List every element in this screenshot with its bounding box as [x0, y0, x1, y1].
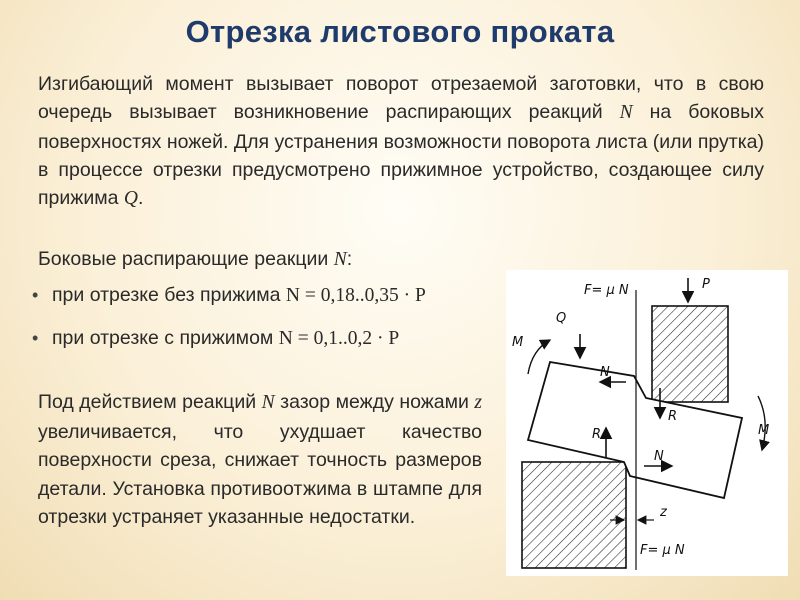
intro-paragraph — [38, 70, 764, 213]
conclusion-symbol-n: N — [261, 392, 275, 413]
bullet-text: при отрезке без прижима — [52, 284, 286, 306]
subhead-symbol-n: N — [333, 249, 347, 270]
label-q: Q — [556, 311, 567, 326]
conclusion-paragraph — [38, 388, 482, 532]
subhead-colon: : — [346, 248, 353, 270]
label-n-upper: N — [600, 365, 610, 380]
intro-end: . — [138, 187, 144, 210]
upper-knife — [652, 306, 728, 402]
conclusion-text-1: Под действием реакций — [38, 391, 262, 413]
label-r-left: R — [592, 427, 602, 442]
reaction-bullet-list — [30, 282, 500, 368]
label-m-right: M — [758, 423, 770, 438]
moment-left-arc — [528, 340, 550, 374]
shearing-diagram-svg — [506, 270, 788, 576]
lower-knife — [522, 462, 626, 568]
bullet-formula: N = 0,1..0,2 · P — [278, 328, 400, 349]
bullet-formula: N = 0,18..0,35 · P — [285, 285, 426, 306]
conclusion-text-2: зазор между ножами — [274, 391, 475, 413]
intro-text-1: Изгибающий момент вызывает поворот отрезаемой заготовки, что в свою очередь вызывает возникновение распирающих реакций — [38, 73, 764, 124]
label-r-right: R — [668, 409, 678, 424]
intro-symbol-q: Q — [123, 188, 138, 210]
label-m-left: M — [512, 335, 524, 350]
intro-text-2: на боковых поверхностях ножей. Для устранения возможности поворота листа (или прутка) в процессе отрезки предусмотрено прижимное устройство, создающее силу прижима — [38, 101, 764, 210]
bullet-text: при отрезке с прижимом — [52, 327, 279, 349]
label-n-lower: N — [654, 449, 664, 464]
label-friction-bottom: F= μ N — [640, 543, 685, 558]
bullet-without-clamp — [30, 282, 500, 309]
label-z: z — [660, 505, 667, 520]
label-p: P — [702, 277, 710, 292]
subhead-text: Боковые распирающие реакции — [38, 248, 334, 270]
conclusion-text-3: увеличивается, что ухудшает качество поверхности среза, снижает точность размеров детали. Установка противоотжима в штампе для отрезки устраняет указанные недостатки. — [38, 420, 482, 528]
slide-title: Отрезка листового проката — [185, 14, 615, 49]
shearing-diagram — [506, 270, 788, 576]
conclusion-symbol-z: z — [474, 392, 482, 413]
label-friction-top: F= μ N — [584, 283, 629, 298]
reactions-subheading — [38, 248, 352, 271]
bullet-with-clamp — [30, 325, 500, 352]
intro-symbol-n: N — [619, 102, 633, 124]
